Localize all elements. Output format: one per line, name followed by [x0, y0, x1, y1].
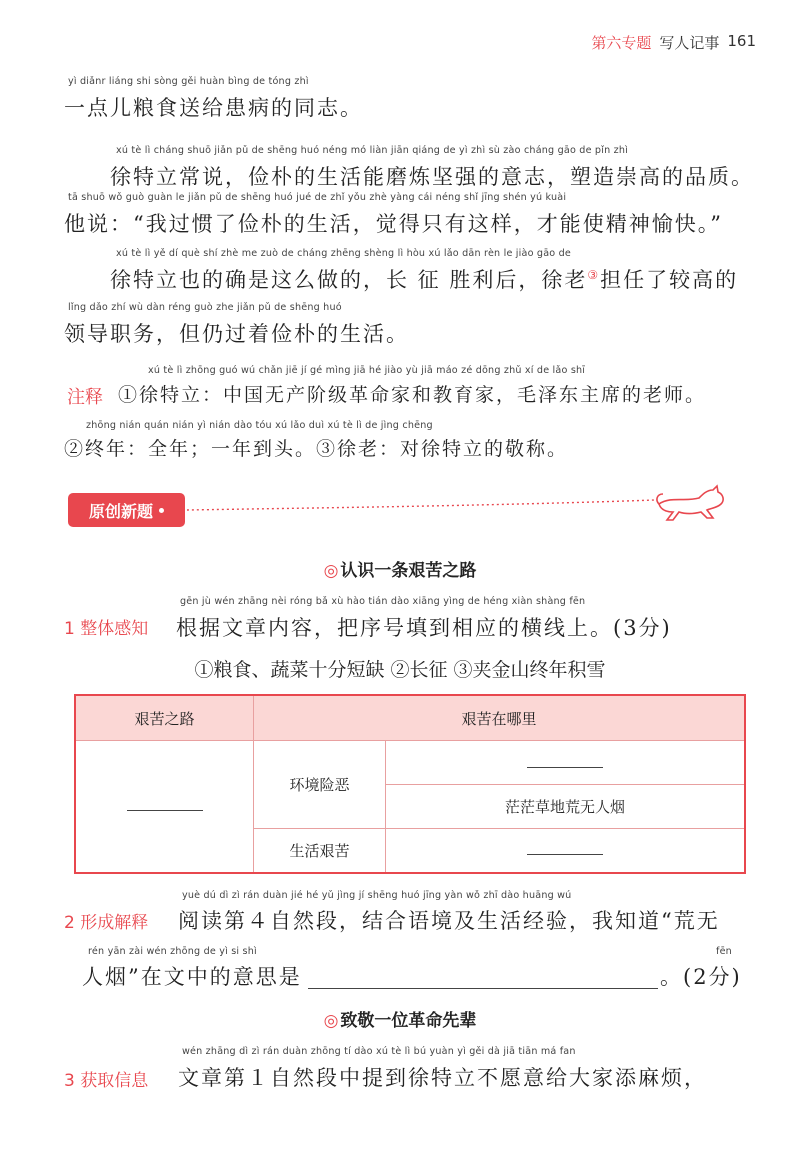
text-line: 领导职务，但仍过着俭朴的生活。	[64, 322, 409, 346]
question-label: 2 形成解释	[64, 913, 149, 933]
page-header	[591, 32, 756, 53]
question-label: 3 获取信息	[64, 1071, 149, 1091]
pinyin-line: gēn jù wén zhāng nèi róng bǎ xù hào tián dào xiāng yìng de héng xiàn shàng fēn	[180, 596, 586, 607]
ring-icon: ◎	[323, 1011, 339, 1031]
text-segment: 徐特立也的确是这么做的，长 征 胜利后，徐老	[110, 268, 588, 292]
badge-label: 原创新题	[88, 501, 153, 521]
question-text: 阅读第４自然段，结合语境及生活经验，我知道“荒无	[178, 909, 720, 933]
pinyin-line: tā shuō wǒ guò guàn le jiǎn pǔ de shēng huó jué de zhǐ yǒu zhè yàng cái néng shǐ jīng shén yú kuài	[68, 192, 567, 203]
section-title	[0, 556, 800, 581]
answer-table	[74, 694, 746, 874]
note-line: ②终年：全年；一年到头。③徐老：对徐特立的敬称。	[64, 438, 569, 460]
text-line: 一点儿粮食送给患病的同志。	[64, 96, 363, 120]
table-cell-blank[interactable]	[75, 741, 254, 873]
pinyin-line: xú tè lì yě dí què shí zhè me zuò de cháng zhēng shèng lì hòu xú lǎo dān rèn le jiào gāo de	[116, 248, 572, 259]
table-header: 艰苦在哪里	[254, 695, 746, 741]
notes-label: 注释	[67, 387, 103, 408]
pinyin-line: fēn	[716, 946, 732, 957]
question-text: 文章第１自然段中提到徐特立不愿意给大家添麻烦，	[178, 1066, 707, 1090]
footnote-marker: ③	[587, 268, 601, 282]
ring-icon: ◎	[323, 561, 339, 581]
note-line: ①徐特立：中国无产阶级革命家和教育家，毛泽东主席的老师。	[118, 384, 707, 406]
header-section: 第六专题	[591, 34, 652, 52]
page-number: 161	[727, 32, 756, 50]
answer-blank[interactable]	[308, 988, 658, 989]
blank-line[interactable]	[527, 853, 603, 855]
badge-dot	[159, 508, 164, 513]
pinyin-line: zhōng nián quán nián yì nián dào tóu xú lǎo duì xú tè lì de jìng chēng	[86, 420, 433, 431]
table-cell: 环境险恶	[254, 741, 386, 829]
table-header: 艰苦之路	[75, 695, 254, 741]
text-segment: 担任了较高的	[600, 268, 739, 292]
blank-line[interactable]	[127, 809, 203, 811]
blank-line[interactable]	[527, 766, 603, 768]
pinyin-line: yuè dú dì zì rán duàn jié hé yǔ jìng jí shēng huó jīng yàn wǒ zhī dào huāng wú	[182, 890, 572, 901]
pinyin-line: rén yān zài wén zhōng de yì si shì	[88, 946, 257, 957]
question-text: 人烟”在文中的意思是	[82, 965, 302, 989]
table-cell-blank[interactable]	[386, 741, 746, 785]
section-badge	[68, 493, 185, 527]
section-title	[0, 1006, 800, 1031]
table-cell: 生活艰苦	[254, 829, 386, 873]
pinyin-line: xú tè lì zhōng guó wú chǎn jiē jí gé mìng jiā hé jiào yù jiā máo zé dōng zhǔ xí de lǎo shī	[148, 365, 586, 376]
pinyin-line: lǐng dǎo zhí wù dàn réng guò zhe jiǎn pǔ de shēng huó	[68, 302, 342, 313]
text-line: 他说：“我过惯了俭朴的生活，觉得只有这样，才能使精神愉快。”	[64, 212, 723, 236]
question-text: 。(2分)	[660, 965, 742, 989]
pinyin-line: xú tè lì cháng shuō jiǎn pǔ de shēng huó néng mó liàn jiān qiáng de yì zhì sù zào cháng gāo de pǐn zhì	[116, 145, 628, 156]
table-row	[75, 741, 745, 785]
table-cell: 茫茫草地荒无人烟	[386, 785, 746, 829]
question-text: 根据文章内容，把序号填到相应的横线上。(3分)	[176, 616, 672, 640]
section-title-text: 致敬一位革命先辈	[340, 1011, 477, 1031]
pinyin-line: yì diǎnr liáng shi sòng gěi huàn bìng de tóng zhì	[68, 76, 309, 87]
pinyin-line: wén zhāng dì zì rán duàn zhōng tí dào xú tè lì bú yuàn yì gěi dà jiā tiān má fan	[182, 1046, 576, 1057]
text-line	[110, 264, 738, 294]
decorative-dotted-line	[185, 480, 745, 530]
section-title-text: 认识一条艰苦之路	[340, 561, 477, 581]
header-title: 写人记事	[659, 34, 720, 52]
cat-icon	[657, 486, 723, 520]
table-header-row	[75, 695, 745, 741]
table-cell-blank[interactable]	[386, 829, 746, 873]
text-line: 徐特立常说，俭朴的生活能磨炼坚强的意志，塑造崇高的品质。	[110, 165, 754, 189]
answer-options: ①粮食、蔬菜十分短缺 ②长征 ③夹金山终年积雪	[194, 659, 606, 681]
question-label: 1 整体感知	[64, 619, 149, 639]
